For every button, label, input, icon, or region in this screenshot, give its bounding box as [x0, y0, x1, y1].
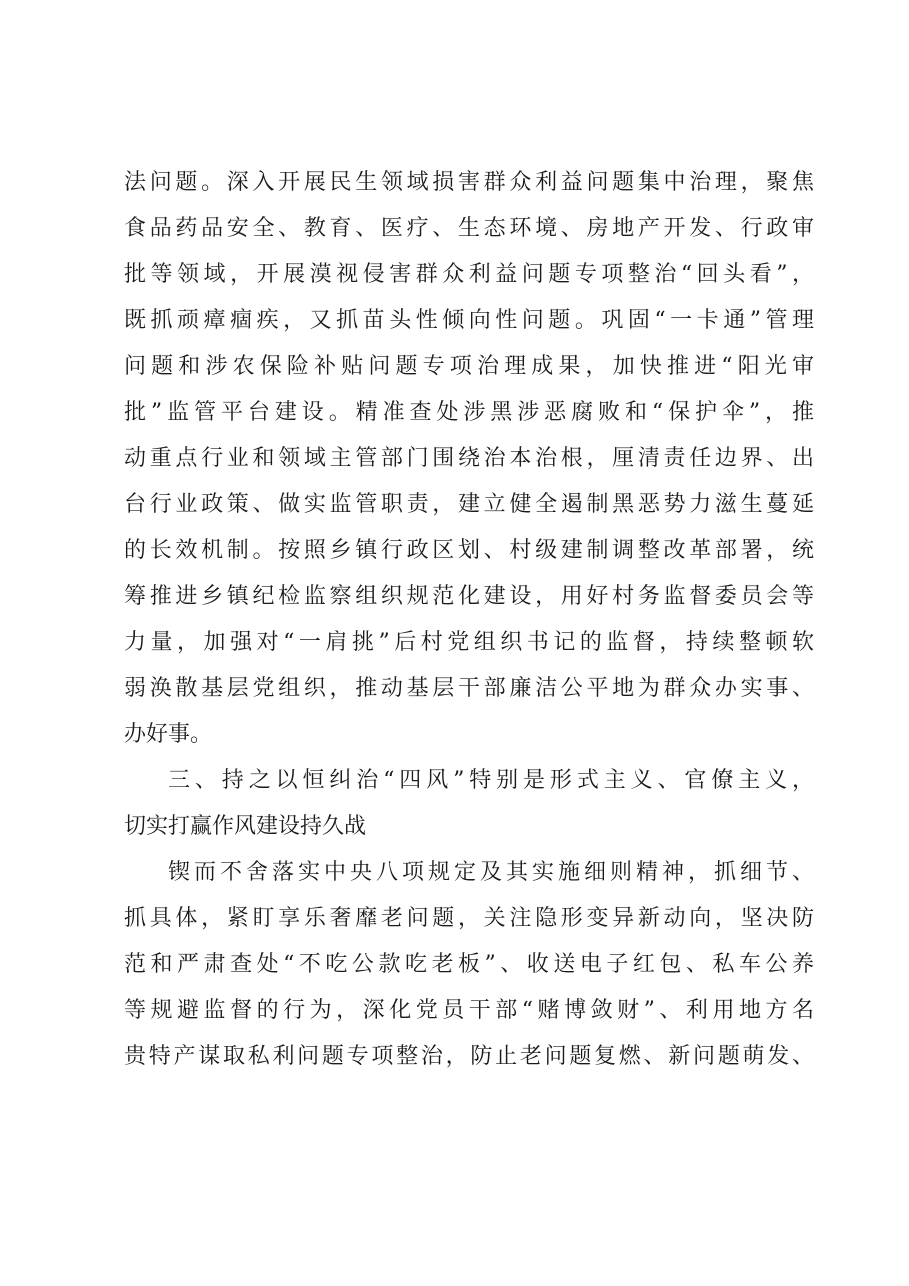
text-line: 动重点行业和领域主管部门围绕治本治根，厘清责任边界、出	[124, 446, 814, 471]
text-line: 弱涣散基层党组织，推动基层干部廉洁公平地为群众办实事、	[124, 676, 814, 701]
text-line: 办好事。	[124, 722, 213, 747]
text-line: 批等领域，开展漠视侵害群众利益问题专项整治“回头看”，	[124, 262, 814, 287]
heading-line: 切实打赢作风建设持久战	[124, 814, 367, 839]
text-line: 食品药品安全、教育、医疗、生态环境、房地产开发、行政审	[124, 216, 814, 241]
text-line: 的长效机制。按照乡镇行政区划、村级建制调整改革部署，统	[124, 538, 814, 563]
heading-line: 三、持之以恒纠治“四风”特别是形式主义、官僚主义，	[168, 768, 814, 793]
text-line: 筹推进乡镇纪检监察组织规范化建设，用好村务监督委员会等	[124, 584, 814, 609]
text-line: 问题和涉农保险补贴问题专项治理成果，加快推进“阳光审	[124, 354, 814, 379]
text-line: 贵特产谋取私利问题专项整治，防止老问题复燃、新问题萌发、	[124, 1044, 814, 1069]
text-line: 范和严肃查处“不吃公款吃老板”、收送电子红包、私车公养	[124, 952, 814, 977]
text-line: 抓具体，紧盯享乐奢靡老问题，关注隐形变异新动向，坚决防	[124, 906, 814, 931]
section-heading	[124, 758, 814, 850]
text-line: 台行业政策、做实监管职责，建立健全遏制黑恶势力滋生蔓延	[124, 492, 814, 517]
text-line: 力量，加强对“一肩挑”后村党组织书记的监督，持续整顿软	[124, 630, 814, 655]
text-line: 锲而不舍落实中央八项规定及其实施细则精神，抓细节、	[168, 860, 814, 885]
text-line: 批”监管平台建设。精准查处涉黑涉恶腐败和“保护伞”，推	[124, 400, 814, 425]
paragraph	[124, 850, 814, 1080]
document-body	[124, 160, 814, 1080]
text-line: 等规避监督的行为，深化党员干部“赌博敛财”、利用地方名	[124, 998, 814, 1023]
paragraph-continuation	[124, 160, 814, 758]
text-line: 既抓顽瘴痼疾，又抓苗头性倾向性问题。巩固“一卡通”管理	[124, 308, 814, 333]
text-line: 法问题。深入开展民生领域损害群众利益问题集中治理，聚焦	[124, 170, 814, 195]
